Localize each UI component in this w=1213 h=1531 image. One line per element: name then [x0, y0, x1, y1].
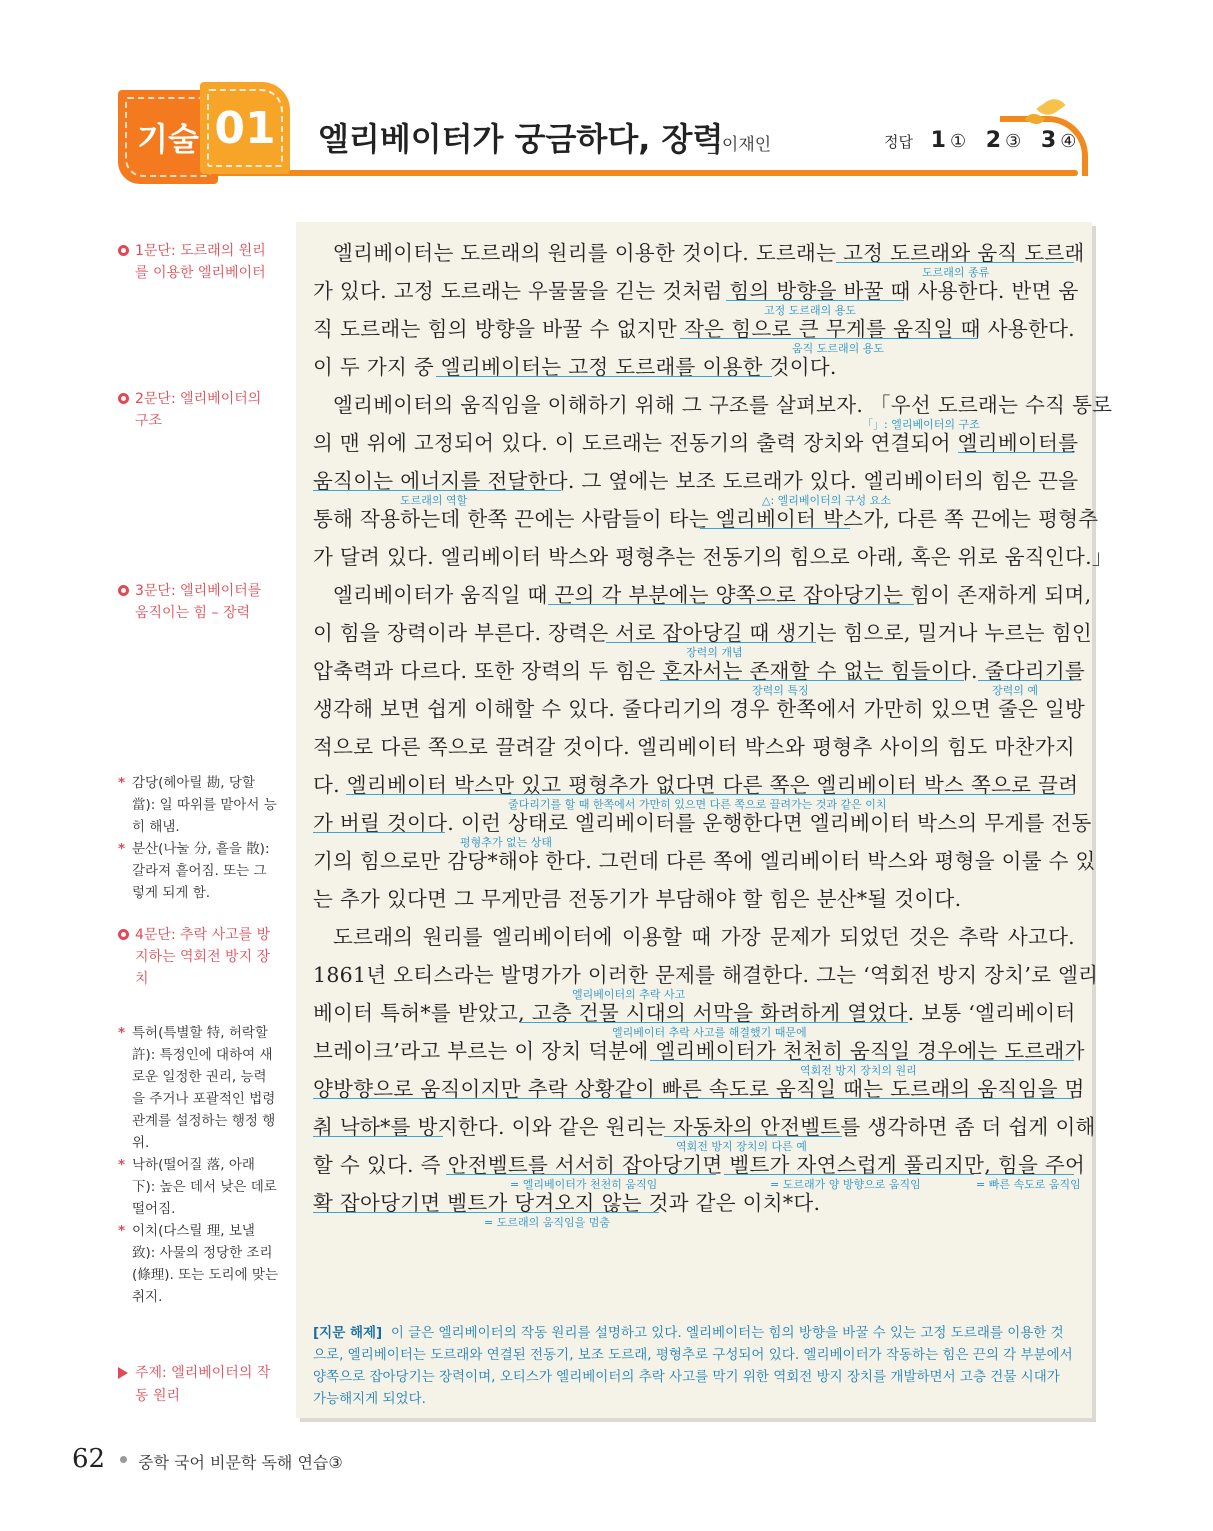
annotation-note: 평형추가 없는 상태 — [460, 836, 553, 849]
passage-line: 이 힘을 장력이라 부른다. 장력은 서로 잡아당길 때 생기는 힘으로, 밀거나 누르는 힘인 — [313, 621, 1092, 645]
passage-line: 의 맨 위에 고정되어 있다. 이 도르래는 전동기의 출력 장치와 연결되어 엘리베이터를 — [313, 431, 1079, 455]
annotation-note: 도르래의 역할 — [400, 494, 468, 507]
passage-line: 춰 낙하*를 방지한다. 이와 같은 원리는 자동차의 안전벨트를 생각하면 좀 더 쉽게 이해 — [313, 1115, 1096, 1139]
annotation-underline — [436, 376, 772, 377]
passage-line: 통해 작용하는데 한쪽 끈에는 사람들이 타는 엘리베이터 박스가, 다른 쪽 끈에는 평형추 — [313, 507, 1099, 531]
passage-line: 가 달려 있다. 엘리베이터 박스와 평형추는 전동기의 힘으로 아래, 혹은 위로 움직인다.」 — [313, 545, 1113, 569]
passage-line: 다. 엘리베이터 박스만 있고 평형추가 없다면 다른 쪽은 엘리베이터 박스 쪽으로 끌려 — [313, 773, 1079, 797]
header-rule — [160, 170, 1078, 176]
annotation-underline — [958, 452, 1074, 453]
annotation-note: 장력의 예 — [992, 684, 1039, 697]
passage-line: 직 도르래는 힘의 방향을 바꿀 수 없지만 작은 힘으로 큰 무게를 움직일 때 사용한다. — [313, 317, 1075, 341]
annotation-underline — [313, 490, 561, 491]
annotation-underline — [836, 262, 1074, 263]
answer-label: 정답 — [884, 133, 913, 151]
passage-summary — [313, 1322, 1075, 1410]
answer-key — [884, 128, 1088, 153]
annotation-note: 「」: 엘리베이터의 구조 — [862, 418, 980, 431]
passage-line: 1861년 오티스라는 발명가가 이러한 문제를 해결한다. 그는 ‘역회전 방지 장치’로 엘리 — [313, 963, 1099, 987]
passage-line: 브레이크’라고 부르는 이 장치 덕분에 엘리베이터가 천천히 움직일 경우에는 도르래가 — [313, 1039, 1085, 1063]
annotation-underline — [520, 1022, 908, 1023]
answer-choice: ④ — [1060, 131, 1077, 152]
passage-line: 생각해 보면 쉽게 이해할 수 있다. 줄다리기의 경우 한쪽에서 가만히 있으면 줄은 일방 — [313, 697, 1086, 721]
annotation-underline — [726, 300, 904, 301]
gloss-item: * 분산(나눌 分, 흩을 散): 갈라져 흩어짐. 또는 그렇게 되게 함. — [118, 838, 278, 904]
answer-choice: ③ — [1005, 131, 1022, 152]
theme-note: 주제: 엘리베이터의 작동 원리 — [118, 1362, 278, 1408]
passage-line: 엘리베이터의 움직임을 이해하기 위해 그 구조를 살펴보자. 「우선 도르래는 수직 통로 — [333, 393, 1113, 417]
book-title: 중학 국어 비문학 독해 연습③ — [138, 1453, 343, 1472]
answer-num: 2 — [985, 128, 1002, 153]
page-number: 62 — [72, 1444, 106, 1474]
annotation-underline — [680, 338, 978, 339]
passage-line: 확 잡아당기면 벨트가 당겨오지 않는 것과 같은 이치*다. — [313, 1191, 821, 1215]
badge-number: 01 — [214, 102, 276, 154]
badge-label: 기술 — [137, 120, 199, 158]
annotation-underline — [313, 1212, 659, 1213]
passage-line: 엘리베이터가 움직일 때 끈의 각 부분에는 양쪽으로 잡아당기는 힘이 존재하게 되며, — [333, 583, 1092, 607]
glossary-1 — [118, 772, 278, 904]
annotation-underline — [313, 1136, 443, 1137]
passage-line: 가 있다. 고정 도르래는 우물물을 긷는 것처럼 힘의 방향을 바꿀 때 사용한다. 반면 움 — [313, 279, 1079, 303]
paragraph-note-3: 3문단: 엘리베이터를 움직이는 힘 – 장력 — [118, 580, 278, 624]
section-number-badge — [200, 82, 290, 174]
annotation-note: 도르래의 종류 — [922, 266, 990, 279]
passage-line: 할 수 있다. 즉 안전벨트를 서서히 잡아당기면 벨트가 자연스럽게 풀리지만, 힘을 주어 — [313, 1153, 1086, 1177]
annotation-underline — [346, 794, 1074, 795]
passage-line: 이 두 가지 중 엘리베이터는 고정 도르래를 이용한 것이다. — [313, 355, 837, 379]
paragraph-note-4: 4문단: 추락 사고를 방지하는 역회전 방지 장치 — [118, 924, 278, 990]
glossary-2 — [118, 1022, 278, 1308]
passage-line: 움직이는 에너지를 전달한다. 그 옆에는 보조 도르래가 있다. 엘리베이터의 힘은 끈을 — [313, 469, 1079, 493]
annotation-note: 장력의 특징 — [752, 684, 809, 697]
annotation-note: 고정 도르래의 용도 — [764, 304, 857, 317]
gloss-item: * 낙하(떨어질 落, 아래 下): 높은 데서 낮은 데로 떨어짐. — [118, 1154, 278, 1220]
passage-line: 적으로 다른 쪽으로 끌려갈 것이다. 엘리베이터 박스와 평형추 사이의 힘도 마찬가지 — [313, 735, 1075, 759]
gloss-item: * 감당(헤아릴 勘, 당할 當): 일 따위를 맡아서 능히 해냄. — [118, 772, 278, 838]
passage-line: 도르래의 원리를 엘리베이터에 이용할 때 가장 문제가 되었던 것은 추락 사고다. — [333, 925, 1075, 949]
annotation-underline — [978, 680, 1074, 681]
annotation-underline — [313, 832, 445, 833]
summary-label: [지문 해제] — [313, 1325, 383, 1341]
annotation-underline — [548, 604, 914, 605]
annotation-note: 줄다리기를 할 때 한쪽에서 가만히 있으면 다른 쪽으로 끌려가는 것과 같은 이치 — [508, 798, 887, 811]
answer-choice: ① — [949, 131, 967, 152]
answer-num: 3 — [1040, 128, 1057, 153]
annotation-note: = 도르래가 양 방향으로 움직임 — [770, 1178, 921, 1191]
annotation-note: = 도르래의 움직임을 멈춤 — [484, 1216, 610, 1229]
annotation-note: 움직 도르래의 용도 — [792, 342, 885, 355]
paragraph-note-2: 2문단: 엘리베이터의 구조 — [118, 388, 278, 432]
annotation-note: = 빠른 속도로 움직임 — [976, 1178, 1081, 1191]
gloss-item: * 이치(다스릴 理, 보낼 致): 사물의 정당한 조리(條理). 또는 도리에 맞는 취지. — [118, 1220, 278, 1308]
annotation-underline — [986, 1174, 1074, 1175]
annotation-note: 엘리베이터 추락 사고를 해결했기 때문에 — [612, 1026, 807, 1039]
passage-line: 양방향으로 움직이지만 추락 상황같이 빠른 속도로 움직일 때는 도르래의 움직임을 멈 — [313, 1077, 1085, 1101]
annotation-note: 장력의 개념 — [686, 646, 743, 659]
annotation-underline — [660, 680, 964, 681]
passage-line: 기의 힘으로만 감당*해야 한다. 그런데 다른 쪽에 엘리베이터 박스와 평형을 이룰 수 있 — [313, 849, 1096, 873]
annotation-underline — [724, 1174, 974, 1175]
gloss-item: * 특허(특별할 特, 허락할 許): 특정인에 대하여 새로운 일정한 권리, 능력을 주거나 포괄적인 법령 관계를 설정하는 행정 행위. — [118, 1022, 278, 1154]
passage-line: 베이터 특허*를 받았고, 고층 건물 시대의 서막을 화려하게 열었다. 보통 ‘엘리베이터 — [313, 1001, 1076, 1025]
annotation-underline — [446, 1174, 716, 1175]
annotation-note: = 엘리베이터가 천천히 움직임 — [510, 1178, 658, 1191]
page-title: 엘리베이터가 궁금하다, 장력 — [318, 120, 724, 158]
annotation-note: 역회전 방지 장치의 다른 예 — [676, 1140, 807, 1153]
annotation-underline — [606, 642, 816, 643]
annotation-note: △: 엘리베이터의 구성 요소 — [762, 494, 891, 507]
summary-text: 이 글은 엘리베이터의 작동 원리를 설명하고 있다. 엘리베이터는 힘의 방향을 바꿀 수 있는 고정 도르래를 이용한 것으로, 엘리베이터는 도르래와 연결된 전동기, 보조 도르래, 평형추로 구성되어 있다. 엘리베이터가 작동하는 힘은 끈의 각 부분에서 양쪽으로 잡아당기는 장력이며, 오티스가 엘리베이터의 추락 사고를 막기 위한 역회전 방지 장치를 개발하면서 고층 건물 시대가 가능해지게 되었다. — [313, 1325, 1073, 1407]
annotation-underline — [313, 1098, 1074, 1099]
passage-line: 엘리베이터는 도르래의 원리를 이용한 것이다. 도르래는 고정 도르래와 움직 도르래 — [333, 241, 1085, 265]
annotation-note: 역회전 방지 장치의 원리 — [800, 1064, 917, 1077]
annotation-underline — [650, 1060, 1074, 1061]
passage-line: 압축력과 다르다. 또한 장력의 두 힘은 혼자서는 존재할 수 없는 힘들이다. 줄다리기를 — [313, 659, 1086, 683]
paragraph-note-1: 1문단: 도르래의 원리를 이용한 엘리베이터 — [118, 240, 278, 284]
author: _ 이재인 — [708, 135, 772, 155]
footer-bullet — [120, 1456, 127, 1463]
annotation-underline — [664, 1136, 842, 1137]
annotation-underline — [700, 528, 850, 529]
passage-line: 가 버릴 것이다. 이런 상태로 엘리베이터를 운행한다면 엘리베이터 박스의 무게를 전동 — [313, 811, 1092, 835]
answer-num: 1 — [930, 128, 946, 153]
passage-line: 는 추가 있다면 그 무게만큼 전동기가 부담해야 할 힘은 분산*될 것이다. — [313, 887, 962, 911]
annotation-note: 엘리베이터의 추락 사고 — [572, 988, 686, 1001]
